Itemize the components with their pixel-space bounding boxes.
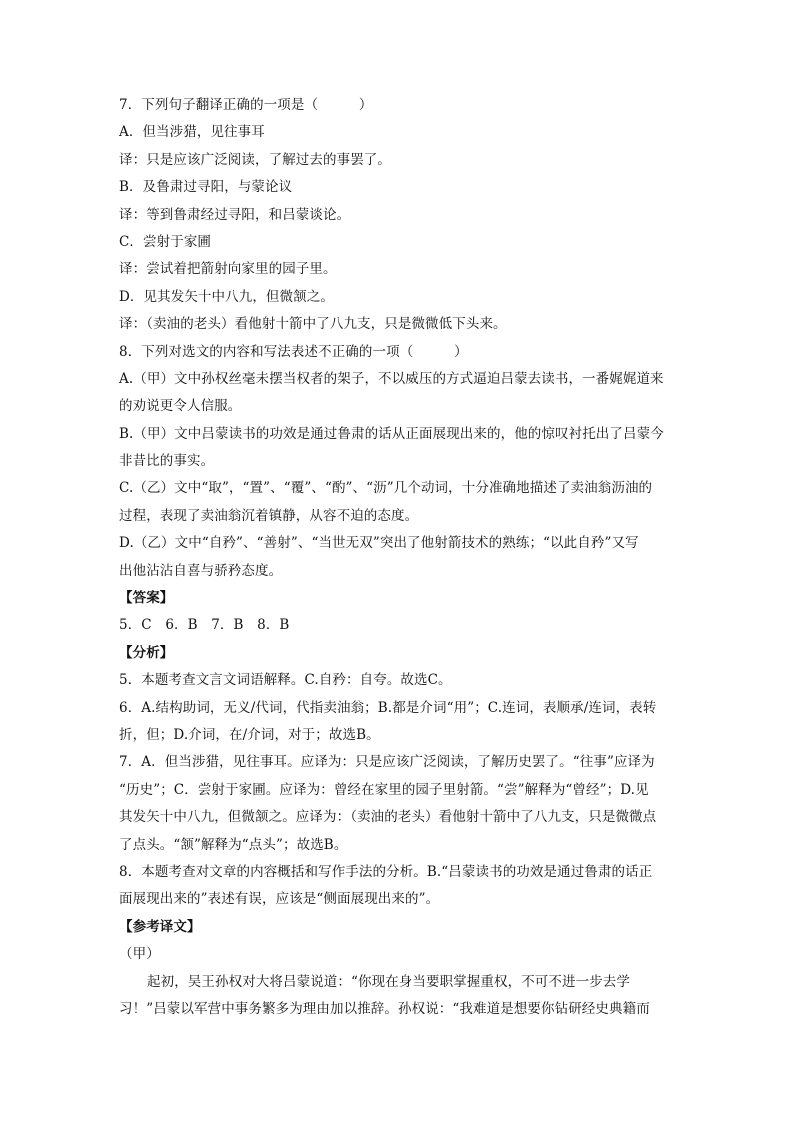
analysis-8: 8．本题考查对文章的内容概括和写作手法的分析。B.“吕蒙读书的功效是通过鲁肃的话正 xyxy=(119,863,653,880)
analysis-7-cont-3: 了点头。“颔”解释为“点头”；故选B。 xyxy=(119,836,348,853)
question-7-option-d-translation: 译：（卖油的老头）看他射十箭中了八九支，只是微微低下头来。 xyxy=(119,316,507,333)
answer-key: 5．C 6．B 7．B 8．B xyxy=(119,617,290,634)
question-8-option-d-cont: 出他沾沾自喜与骄矜态度。 xyxy=(119,562,283,579)
question-7-option-a-translation: 译：只是应该广泛阅读，了解过去的事罢了。 xyxy=(119,151,391,168)
analysis-7: 7．A．但当涉猎，见往事耳。应译为：只是应该广泛阅读，了解历史罢了。“往事”应译为 xyxy=(119,754,655,771)
question-8-option-a: A.（甲）文中孙权丝毫未摆当权者的架子，不以威压的方式逼迫吕蒙去读书，一番娓娓道来 xyxy=(119,370,664,387)
answer-heading: 【答案】 xyxy=(119,590,174,607)
question-8-option-d: D.（乙）文中“自矜”、“善射”、“当世无双”突出了他射箭技术的熟练；“以此自矜”又写 xyxy=(119,535,639,552)
question-8-option-c: C.（乙）文中“取”，“置”、“覆”、“酌”、“沥”几个动词，十分准确地描述了卖油翁沥油的 xyxy=(119,480,653,497)
question-7-stem: 7．下列句子翻译正确的一项是（ ） xyxy=(119,97,373,113)
question-8-option-b: B.（甲）文中吕蒙读书的功效是通过鲁肃的话从正面展现出来的，他的惊叹衬托出了吕蒙今 xyxy=(119,425,664,442)
analysis-6-cont: 折，但；D.介词，在/介词，对于；故选B。 xyxy=(119,726,380,743)
reference-translation-heading: 【参考译文】 xyxy=(119,918,201,935)
translation-paragraph-line-2: 习！”吕蒙以军营中事务繁多为理由加以推辞。孙权说：“我难道是想要你钻研经史典籍而 xyxy=(119,1000,650,1017)
passage-jia-label: （甲） xyxy=(119,946,160,963)
question-7-option-b-translation: 译：等到鲁肃经过寻阳，和吕蒙谈论。 xyxy=(119,206,351,223)
analysis-heading: 【分析】 xyxy=(119,644,174,661)
question-7-option-a: A．但当涉猎，见往事耳 xyxy=(119,124,265,141)
question-8-option-a-cont: 的劝说更令人信服。 xyxy=(119,398,242,415)
question-7-option-b: B．及鲁肃过寻阳，与蒙论议 xyxy=(119,179,293,196)
question-7-option-c: C．尝射于家圃 xyxy=(119,233,212,250)
question-8-option-c-cont: 过程，表现了卖油翁沉着镇静，从容不迫的态度。 xyxy=(119,507,419,524)
analysis-8-cont: 面展现出来的”表述有误，应该是“侧面展现出来的”。 xyxy=(119,891,440,908)
analysis-5: 5．本题考查文言文词语解释。C.自矜：自夸。故选C。 xyxy=(119,672,452,689)
question-7-option-c-translation: 译：尝试着把箭射向家里的园子里。 xyxy=(119,261,337,278)
question-8-option-b-cont: 非昔比的事实。 xyxy=(119,453,215,470)
question-7-option-d: D．见其发矢十中八九，但微颔之。 xyxy=(119,288,334,305)
analysis-7-cont-2: 其发矢十中八九，但微颔之。应译为：（卖油的老头）看他射十箭中了八九支，只是微微点 xyxy=(119,809,657,826)
question-8-stem: 8．下列对选文的内容和写法表述不正确的一项（ ） xyxy=(119,343,468,360)
analysis-7-cont-1: “历史”；C．尝射于家圃。应译为：曾经在家里的园子里射箭。“尝”解释为“曾经”；D.见 xyxy=(119,781,649,798)
translation-paragraph-line-1: 起初，吴王孙权对大将吕蒙说道：“你现在身当要职掌握重权，不可不进一步去学 xyxy=(147,973,631,990)
document-body xyxy=(119,92,679,1023)
analysis-6: 6．A.结构助词，无义/代词，代指卖油翁；B.都是介词“用”；C.连词，表顺承/连词，表转 xyxy=(119,699,657,716)
